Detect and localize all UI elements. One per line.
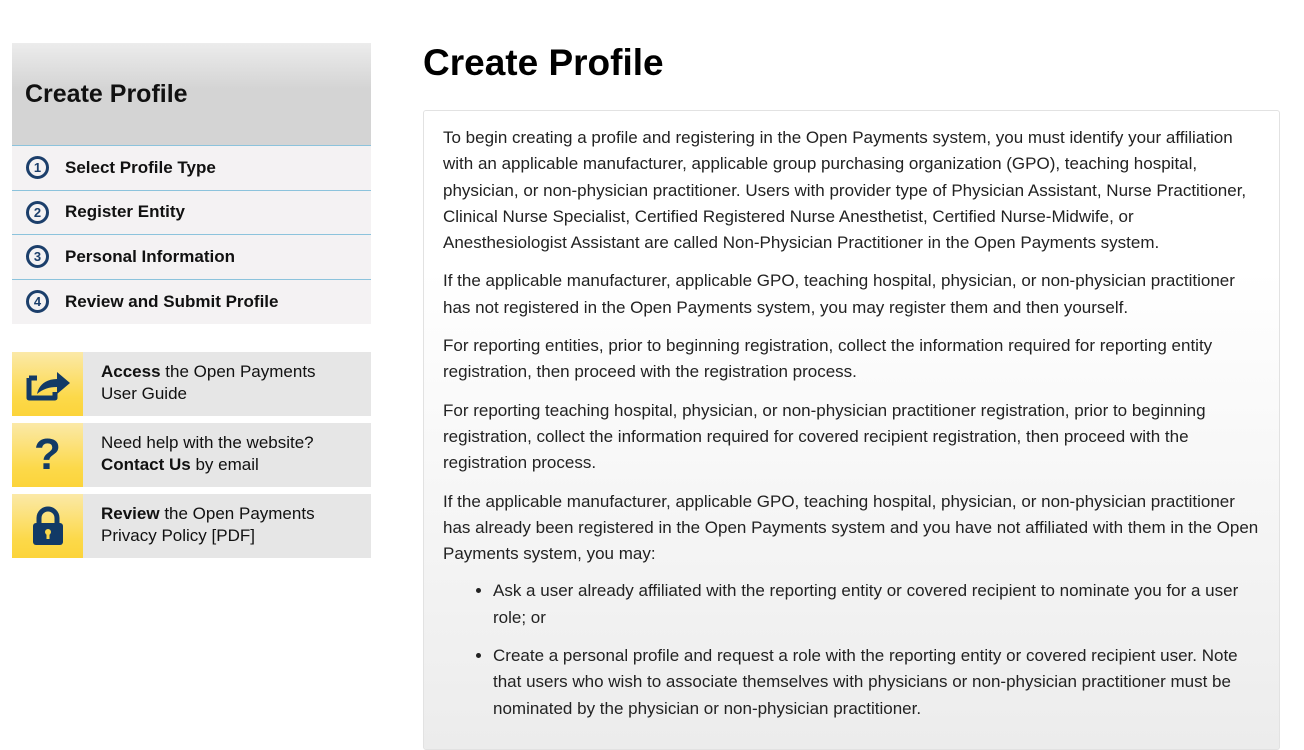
step-number-icon: 1 [26,156,49,179]
link-bold-text: Review [101,504,160,523]
paragraph: To begin creating a profile and registering in the Open Payments system, you must identify your affiliation with an applicable manufacturer, applicable group purchasing organization (GPO), teaching hospital, physician, or non-physician practitioner. Users with provider type of Physician Assistant, Nurse Practitioner, Clinical Nurse Specialist, Certified Registered Nurse Anesthetist, Certified Nurse-Midwife, or Anesthesiologist Assistant are called Non-Physician Practitioner in the Open Payments system. [443,128,1247,253]
paragraph: For reporting teaching hospital, physician, or non-physician practitioner registration, prior to beginning registration, collect the information required for covered recipient registration, then proceed with the registration process. [443,400,1206,473]
link-text: Need help with the website? [101,433,314,452]
link-text: User Guide [101,384,187,403]
step-register-entity[interactable] [12,191,371,236]
instructions-panel [423,110,1280,750]
step-number-icon: 3 [26,245,49,268]
paragraph: If the applicable manufacturer, applicable GPO, teaching hospital, physician, or non-physician practitioner has not registered in the Open Payments system, you may register them and then yourself. [443,271,1235,317]
sidebar-title: Create Profile [12,43,371,146]
step-label: Personal Information [65,246,236,266]
share-icon [12,352,83,416]
step-select-profile-type[interactable] [12,146,371,191]
step-personal-information[interactable] [12,235,371,280]
step-label: Register Entity [65,202,185,222]
link-bold-text: Access [101,362,161,381]
paragraph: If the applicable manufacturer, applicable GPO, teaching hospital, physician, or non-physician practitioner has already been registered in the Open Payments system and you have not affiliated with them in the Open Payments system, you may: [443,491,1259,564]
list-item: • Create a personal profile and request a role with the reporting entity or covered recipient user. Note that users who wish to associate themselves with physicians or non-physician practitioner must be nominated by the physician or non-physician practitioner. [493,643,1260,722]
link-bold-text: Contact Us [101,455,191,474]
link-text: Privacy Policy [PDF] [101,526,255,545]
link-text: by email [190,455,259,474]
options-list [443,578,1260,721]
step-label: Select Profile Type [65,157,216,177]
paragraph: For reporting entities, prior to beginning registration, collect the information required for reporting entity registration, then proceed with the registration process. [443,336,1213,382]
lock-icon [12,494,83,558]
step-label: Review and Submit Profile [65,291,279,311]
question-icon: ? [12,423,83,487]
step-review-submit[interactable] [12,280,371,325]
help-links [12,352,371,565]
list-item: • Ask a user already affiliated with the reporting entity or covered recipient to nominate you for a user role; or [493,578,1260,631]
link-text: the Open Payments [159,504,315,523]
link-text: the Open Payments [160,362,316,381]
privacy-policy-link[interactable] [12,494,371,558]
page-title: Create Profile [423,42,664,83]
profile-steps-sidebar [12,43,371,324]
step-number-icon: 2 [26,201,49,224]
user-guide-link[interactable] [12,352,371,416]
contact-us-link[interactable] [12,423,371,487]
step-number-icon: 4 [26,290,49,313]
